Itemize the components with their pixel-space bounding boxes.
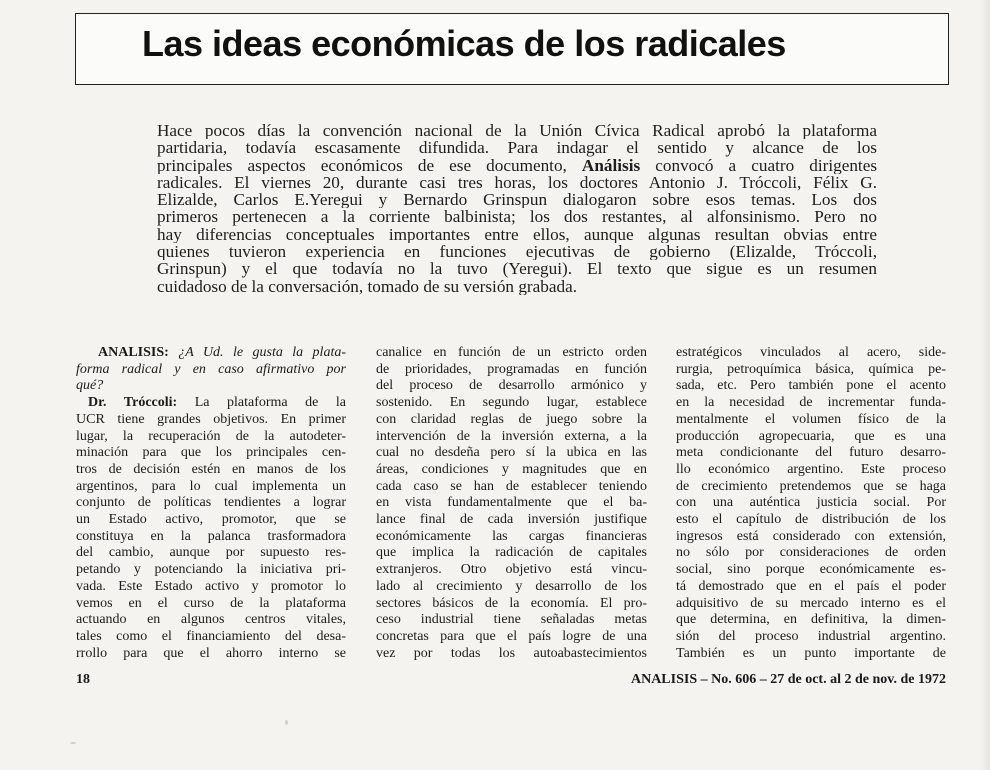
page-title: Las ideas económicas de los radicales [142, 23, 786, 64]
column-line: mentalmente el volumen físico de la [676, 411, 946, 427]
column-line: lance final de cada inversión justifique [376, 512, 647, 528]
interviewer-label: ANALISIS: [98, 345, 169, 360]
column-line: de prioridades, programadas en función [376, 361, 647, 377]
column-line: petando y potenciando la iniciativa pri- [76, 562, 346, 578]
page-number: 18 [76, 672, 90, 687]
column-line: que determina, en definitiva, la dimen- [676, 612, 946, 628]
column-line: social, sino porque económicamente es- [676, 562, 946, 578]
column-line: tá demostrado que en el país el poder [676, 578, 946, 594]
magazine-name: Análisis [581, 156, 641, 174]
column-line: meta condicionante del futuro desarro- [676, 445, 946, 461]
column-line: áreas, condiciones y magnitudes que en [376, 461, 647, 477]
column-line: del cambio, aunque por supuesto res- [76, 545, 346, 561]
column-line: esto el capítulo de distribución de los [676, 512, 946, 528]
intro-line: Elizalde, Carlos E.Yeregui y Bernardo Grinspun dialogaron sobre esos temas. Los dos [157, 191, 877, 209]
column-line: intervención de la inversión externa, a la [376, 428, 647, 444]
intro-line: partidaria, todavía escasamente difundida. Para indagar el sentido y alcance de los [157, 139, 877, 157]
column-line: sión del proceso industrial argentino. [676, 628, 946, 644]
column-2 [376, 345, 647, 662]
speaker-label: Dr. Tróccoli: [88, 395, 178, 411]
scan-edge-shadow [980, 0, 990, 770]
column-line: rurgia, petroquímica básica, química pe- [676, 361, 946, 377]
intro-line: hay diferencias conceptuales importantes entre ellos, aunque algunas resultan obvias entre [157, 225, 877, 244]
column-line: adquisitivo de su mercado interno es el [676, 595, 946, 611]
column-line: conjunto de políticas tendientes a lograr [76, 495, 346, 511]
column-line: sectores básicos de la economía. El pro- [376, 595, 647, 611]
intro-line: primeros pertenecen a la corriente balbinista; los dos restantes, al alfonsinismo. Pero no [157, 208, 877, 226]
column-line: sostenido. En segundo lugar, establece [376, 395, 647, 411]
column-line: ceso industrial tiene señaladas metas [376, 612, 647, 628]
column-line: UCR tiene grandes objetivos. En primer [76, 411, 346, 427]
question-line: qué? [76, 378, 104, 394]
column-line: actuando en algunos centros vitales, [76, 612, 346, 628]
question-line: forma radical y en caso afirmativo por [76, 361, 346, 377]
column-line: lado al crecimiento y desarrollo de los [376, 578, 647, 594]
column-line: extranjeros. Otro objetivo está vincu- [376, 562, 647, 578]
column-line: tros de decisión estén en manos de los [76, 461, 346, 477]
column-line: producción agropecuaria, que es una [676, 428, 946, 444]
intro-line: radicales. El viernes 20, durante casi tres horas, los doctores Antonio J. Tróccoli, Félix G. [157, 173, 877, 192]
column-line: con claridad reglas de juego sobre la [376, 411, 647, 427]
question-line: ANALISIS: ¿A Ud. le gusta la plata- [98, 345, 346, 360]
column-line: concretas para que el país logre de una [376, 628, 647, 644]
intro-line: principales aspectos económicos de ese documento, Análisis convocó a cuatro dirigentes [157, 156, 877, 174]
column-line: canalice en función de un estricto orden [376, 345, 647, 360]
column-line: de crecimiento pretendemos que se haga [676, 478, 946, 494]
column-line: rrollo para que el ahorro interno se [76, 645, 346, 661]
column-line: vemos en el curso de la plataforma [76, 595, 346, 611]
intro-line: Grinspun) y el que todavía no la tuvo (Yeregui). El texto que sigue es un resumen [157, 260, 877, 278]
column-3 [676, 345, 946, 662]
paper-speck [70, 742, 76, 744]
column-line: económicamente las cargas financieras [376, 528, 647, 544]
column-line: vada. Este Estado activo y promotor lo [76, 578, 346, 594]
column-line: cual no desdeña pero sí la ubica en las [376, 445, 647, 461]
column-line: ingresos está considerado con extensión, [676, 528, 946, 544]
intro-paragraph [157, 122, 877, 295]
intro-line: Hace pocos días la convención nacional de la Unión Cívica Radical aprobó la plataforma [157, 122, 877, 140]
column-line: que implica la radicación de capitales [376, 545, 647, 561]
column-line: minación para que los principales cen- [76, 445, 346, 461]
column-line: estratégicos vinculados al acero, side- [676, 345, 946, 360]
column-1 [76, 345, 346, 662]
column-line: tales como el financiamiento del desa- [76, 628, 346, 644]
column-line: lugar, la recuperación de la autodeter- [76, 428, 346, 444]
column-line: constituya en la palanca trasformadora [76, 528, 346, 544]
column-line: en vista fundamentalmente que el ba- [376, 495, 647, 511]
column-line: sada, etc. Pero también pone el acento [676, 378, 946, 394]
intro-line: quienes tuvieron experiencia en funciones ejecutivas de gobierno (Elizalde, Tróccoli, [157, 243, 877, 261]
column-line: llo económico argentino. Este proceso [676, 461, 946, 477]
column-line: vez por todas los autoabastecimientos [376, 645, 647, 661]
intro-line: cuidadoso de la conversación, tomado de su versión grabada. [157, 277, 578, 295]
paper-speck [285, 720, 288, 725]
column-line: cada caso se han de establecer teniendo [376, 478, 647, 494]
column-line: en la necesidad de incrementar funda- [676, 395, 946, 411]
footer-issue-line: ANALISIS – No. 606 – 27 de oct. al 2 de nov. de 1972 [630, 672, 946, 687]
column-line: no sólo por consideraciones de orden [676, 545, 946, 561]
column-line: También es un punto importante de [676, 645, 946, 661]
column-line: argentinos, para lo cual implementa un [76, 478, 346, 494]
answer-line: Dr. Tróccoli: La plataforma de la [88, 395, 346, 411]
column-line: un Estado activo, promotor, que se [76, 512, 346, 528]
column-line: del proceso de desarrollo armónico y [376, 378, 647, 394]
column-line: con una auténtica justicia social. Por [676, 495, 946, 511]
